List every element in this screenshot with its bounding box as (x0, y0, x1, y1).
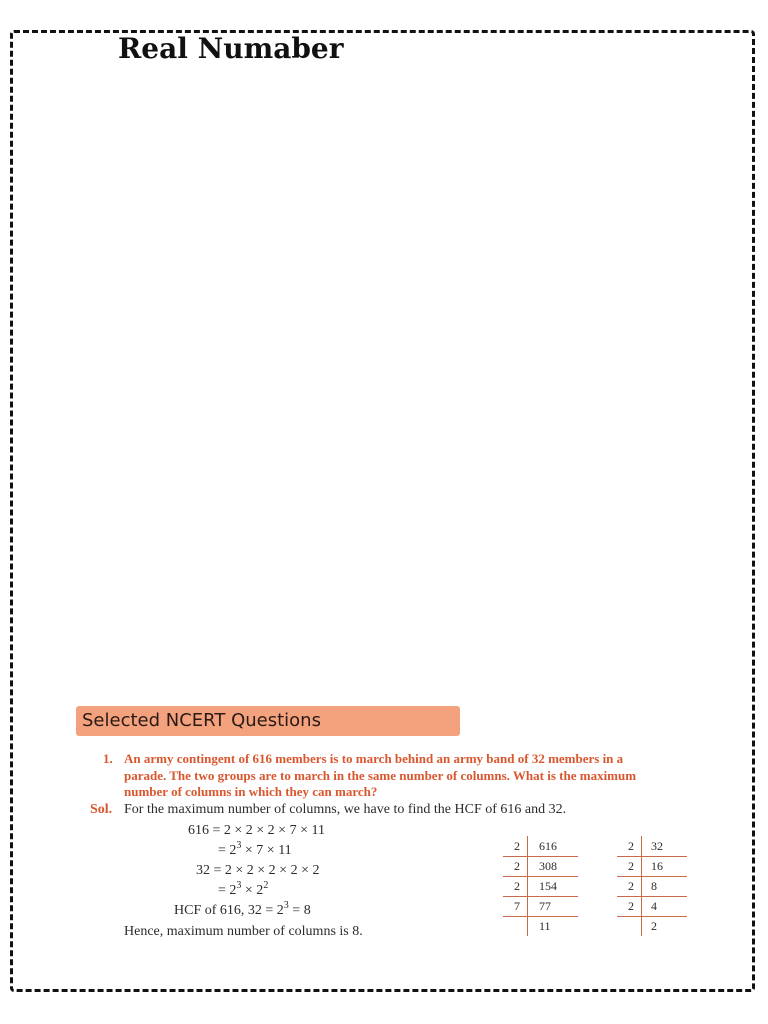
step-hcf: HCF of 616, $32 = 2^3 = 8$ (174, 900, 311, 918)
step-616-factors: 616 = 2 × 2 × 2 × 7 × 11 (188, 823, 325, 838)
solution-label: Sol. (90, 802, 113, 817)
section-heading: Selected NCERT Questions (82, 710, 321, 731)
step-32-factors: 32 = 2 × 2 × 2 × 2 × 2 (196, 863, 320, 878)
table-divider-vertical (527, 836, 528, 936)
table-divider-vertical (641, 836, 642, 936)
step-616-exponent: = $2^3 \times 7 \times 11$ (218, 840, 292, 858)
division-table-32: 2 32 2 16 2 8 2 4 2 (617, 836, 687, 936)
question-number: 1. (103, 751, 113, 766)
question-line-1: An army contingent of 616 members is to march behind an army band of 32 members in a (124, 751, 624, 766)
question-line-2: parade. The two groups are to march in the same number of columns. What is the maximum (124, 768, 637, 783)
question-line-3: number of columns in which they can march? (124, 784, 378, 799)
division-table-616: 2 616 2 308 2 154 7 77 11 (503, 836, 578, 936)
solution-intro: For the maximum number of columns, we have to find the HCF of 616 and 32. (124, 802, 567, 817)
page-title: Real Numaber (118, 32, 344, 65)
solution-conclusion: Hence, maximum number of columns is 8. (124, 924, 363, 939)
step-32-exponent: = $2^3 \times 2^2$ (218, 880, 269, 898)
